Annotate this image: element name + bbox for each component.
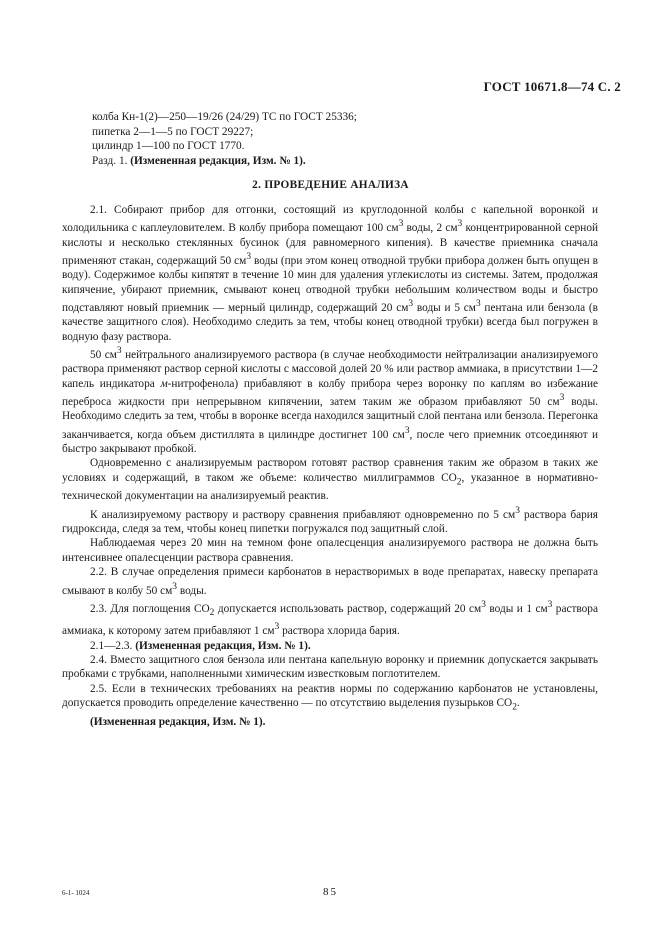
paragraph-neutral-solution: 50 $см^3$ нейтрального анализируемого раствора (в случае необходимости нейтрализации анализируемого раствора применяют раствор серной кислоты с массовой долей 20 % или раствор аммиака, в присутствии 1—2 капель индикатора м-нитрофенола) прибавляют в колбу прибора через воронку по каплям во избежание переброса жидкости при непрерывном кипячении, затем таким же образом прибавляют 50 $см^3$ воды. Необходимо следить за тем, чтобы в воронке всегда находился защитный слой пентана или бензола. Перегонка заканчивается, когда объем дистиллята в цилиндре достигнет 100 $см^3$, после чего приемник отсоединяют и быстро закрывают пробкой.: [62, 346, 598, 455]
section-title: 2. ПРОВЕДЕНИЕ АНАЛИЗА: [252, 179, 409, 191]
paragraph-revision-note-final: (Измененная редакция, Изм. № 1).: [90, 715, 266, 728]
equipment-item: пипетка 2—1—5 по ГОСТ 29227;: [92, 125, 254, 138]
paragraph-barium-hydroxide: К анализируемому раствору и раствору сравнения прибавляют одновременно по 5 $см^3$ раствора бария гидроксида, следя за тем, чтобы конец пипетки погружался под защитный слой.: [62, 505, 599, 536]
paragraph-2-4: 2.4. Вместо защитного слоя бензола или пентана капельную воронку и приемник допускается закрывать пробками с трубками, наполненными химическим известковым поглотителем.: [62, 653, 598, 681]
paragraph-revision-note: 2.1—2.3. (Измененная редакция, Изм. № 1).: [90, 639, 311, 652]
section-body: [62, 203, 598, 729]
equipment-list: [92, 110, 612, 168]
paragraph-reference-solution: Одновременно с анализируемым раствором готовят раствор сравнения таким же образом в таких же условиях и содержащий, в таком же объеме: количество миллиграммов $CO_2$, указанное в нормативно-технической документации на анализируемый реактив.: [62, 457, 598, 503]
paragraph-2-2: 2.2. В случае определения примеси карбонатов в нерастворимых в воде препаратах, навеску препарата смывают в колбу 50 $см^3$ воды.: [62, 566, 598, 597]
paragraph-opalescence: Наблюдаемая через 20 мин на темном фоне опалесценция анализируемого раствора не должна быть интенсивнее опалесценции раствора сравнения.: [62, 537, 598, 564]
equipment-item: цилиндр 1—100 по ГОСТ 1770.: [92, 140, 245, 153]
page-number: 85: [323, 886, 338, 898]
paragraph-2-5: 2.5. Если в технических требованиях на реактив нормы по содержанию карбонатов не установлены, допускается проводить определение качественно — по отсутствию выделения пузырьков $CO_2$.: [62, 682, 598, 713]
equipment-note: Разд. 1. (Измененная редакция, Изм. № 1).: [92, 154, 306, 167]
document-header: ГОСТ 10671.8—74 С. 2: [483, 79, 621, 94]
paragraph-2-3: 2.3. Для поглощения $CO_2$ допускается использовать раствор, содержащий 20 $см^3$ воды и 1 $см^3$ раствора аммиака, к которому затем прибавляют 1 $см^3$ раствора хлорида бария.: [62, 599, 598, 638]
equipment-item: колба Кн-1(2)—250—19/26 (24/29) ТС по ГОСТ 25336;: [92, 111, 357, 123]
paragraph-2-1: 2.1. Собирают прибор для отгонки, состоящий из круглодонной колбы с капельной воронкой и холодильника с каплеуловителем. В колбу прибора помещают 100 $см^3$ воды, 2 $см^3$ концентрированной серной кислоты и несколько стеклянных бусинок (для равномерного кипения). В качестве приемника сначала применяют стакан, содержащий 50 $см^3$ воды (при этом конец отводной трубки прибора должен быть опущен в воду). Содержимое колбы кипятят в течение 10 мин для удаления углекислоты из системы. Затем, продолжая кипячение, убирают приемник, смывают конец отводной трубки небольшим количеством воды и быстро подставляют новый приемник — мерный цилиндр, содержащий 20 $см^3$ воды и 5 $см^3$ пентана или бензола (в качестве защитного слоя). Необходимо следить за тем, чтобы конец отводной трубки) всегда был погружен в водную фазу раствора.: [62, 204, 599, 343]
print-code: 6-1- 1024: [62, 889, 90, 897]
